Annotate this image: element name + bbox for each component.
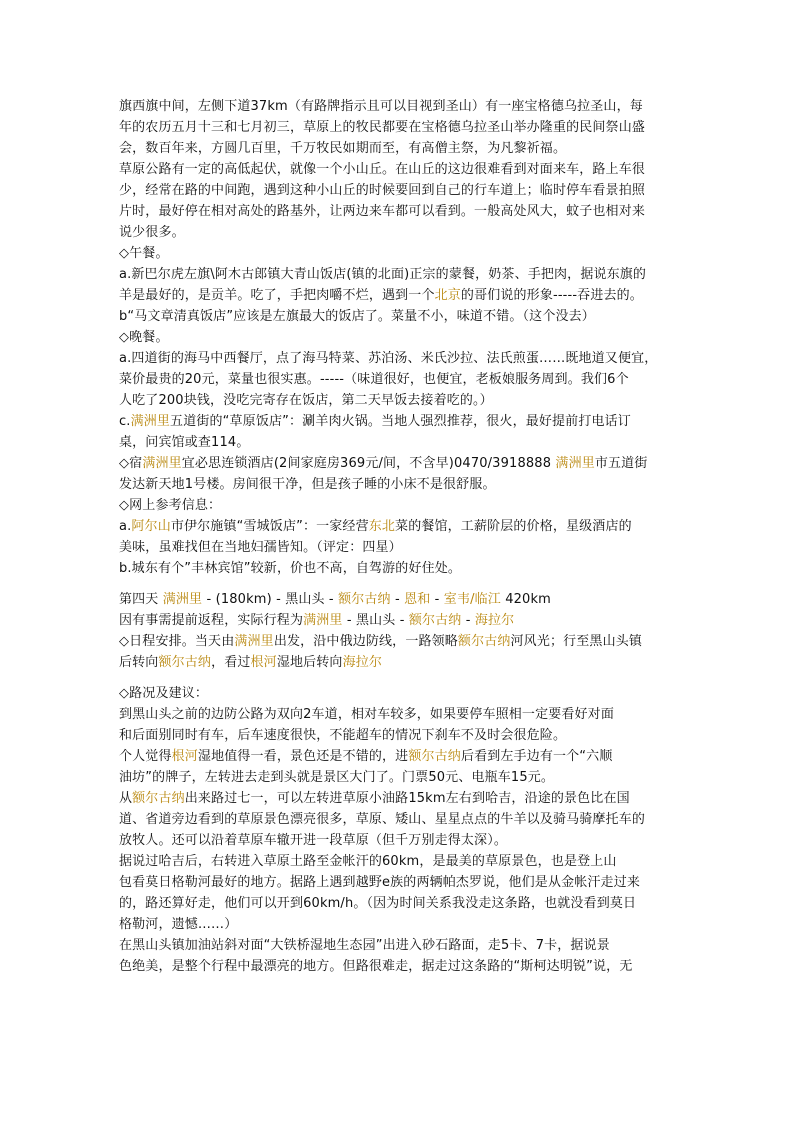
place-name-highlight: 阿尔山 <box>131 519 171 534</box>
text-line: 和后面别同时有车，后车速度很快，不能超车的情况下刹车不及时会很危险。 <box>119 728 567 743</box>
text-span: - <box>461 613 475 628</box>
text-span: 出发，沿中俄边防线，一路领略 <box>273 634 458 649</box>
text-span: ◇宿 <box>119 456 143 471</box>
text-line: 道、省道旁边看到的草原景色漂亮很多，草原、矮山、星星点点的牛羊以及骑马骑摩托车的 <box>119 812 646 827</box>
text-span: 市伊尔施镇“雪城饭店”：一家经营 <box>170 519 369 534</box>
text-span: 的哥们说的形象-----吞进去的。 <box>460 288 643 303</box>
place-name-highlight: 室韦/临江 <box>443 592 501 607</box>
text-line: a.新巴尔虎左旗\阿木古郎镇大青山饭店(镇的北面)正宗的蒙餐，奶茶、手把肉，据说东旗的 <box>119 267 647 282</box>
text-span: 因有事需提前返程，实际行程为 <box>119 613 304 628</box>
place-name-highlight: 海拉尔 <box>342 655 383 670</box>
place-name-highlight: 海拉尔 <box>474 613 515 628</box>
text-line: 据说过哈吉后，右转进入草原土路至金帐汗的60km，是最美的草原景色，也是登上山 <box>119 854 617 869</box>
text-line <box>119 411 679 432</box>
text-line <box>119 788 679 809</box>
place-name-highlight: 额尔古纳 <box>158 655 212 670</box>
text-span: 河风光；行至黑山头镇 <box>510 634 643 649</box>
text-line: 格勒河，遗憾……） <box>119 917 238 932</box>
text-line: 少，经常在路的中间跑，遇到这种小山丘的时候要回到自己的行车道上；临时停车看景拍照 <box>119 183 646 198</box>
place-name-highlight: 根河 <box>171 749 198 764</box>
text-span: 湿地后转向 <box>276 655 343 670</box>
text-line <box>119 516 679 537</box>
place-name-highlight: 额尔古纳 <box>132 791 185 806</box>
place-name-highlight: 满洲里 <box>130 414 171 429</box>
text-line: 年的农历五月十三和七月初三，草原上的牧民都要在宝格德乌拉圣山举办隆重的民间祭山盛 <box>119 120 646 135</box>
text-line: 油坊”的牌子，左转进去走到头就是景区大门了。门票50元、电瓶车15元。 <box>119 770 555 785</box>
place-name-highlight: 满洲里 <box>555 456 595 471</box>
text-span: 宜必思连锁酒店(2间家庭房369元/间，不含早)0470/3918888 <box>181 456 556 471</box>
text-span: 后看到左手边有一个“六顺 <box>460 749 613 764</box>
text-line: ◇网上参考信息： <box>119 498 222 513</box>
text-span: 菜的餐馆，工薪阶层的价格，星级酒店的 <box>395 519 632 534</box>
place-name-highlight: 根河 <box>250 655 277 670</box>
text-span: a. <box>119 519 132 534</box>
text-span: 第四天 <box>119 592 163 607</box>
text-span: - (180km) - 黑山头 - <box>202 592 339 607</box>
text-line: 发达新天地1号楼。房间很干净，但是孩子睡的小床不是很舒服。 <box>119 477 496 492</box>
text-line: 的，路还算好走，他们可以开到60km/h。（因为时间关系我没走这条路，也就没看到莫日 <box>119 896 637 911</box>
text-line <box>119 746 679 767</box>
text-span: c. <box>119 414 131 429</box>
text-line: 草原公路有一定的高低起伏，就像一个小山丘。在山丘的这边很难看到对面来车，路上车很 <box>119 162 646 177</box>
text-line: 桌，问宾馆或查114。 <box>119 435 250 450</box>
text-span: ◇日程安排。当天由 <box>119 634 235 649</box>
text-span: 湿地值得一看，景色还是不错的，进 <box>197 749 409 764</box>
text-line: b“马文章清真饭店”应该是左旗最大的饭店了。菜量不小，味道不错。（这个没去） <box>119 309 595 324</box>
text-span: ，看过 <box>211 655 251 670</box>
document-body <box>119 96 679 977</box>
text-span: 420km <box>500 592 551 607</box>
text-line: 会，数百年来，方圆几百里，千万牧民如期而至，有高僧主祭，为凡黎祈福。 <box>119 141 567 156</box>
text-line: 到黑山头之前的边防公路为双向2车道，相对车较多，如果要停车照相一定要看好对面 <box>119 707 614 722</box>
place-name-highlight: 东北 <box>368 519 396 534</box>
text-line: 人吃了200块钱，没吃完寄存在饭店，第二天早饭去接着吃的。） <box>119 393 493 408</box>
text-line <box>119 453 679 474</box>
text-line: 菜价最贵的20元，菜量也很实惠。-----（味道很好，也便宜，老板娘服务周到。我们6个 <box>119 372 629 387</box>
text-line: ◇午餐。 <box>119 246 169 261</box>
text-line: ◇晚餐。 <box>119 330 169 345</box>
text-line: b.城东有个”丰林宾馆”较新，价也不高，自驾游的好住处。 <box>119 561 462 576</box>
text-line: 在黑山头镇加油站斜对面“大铁桥湿地生态园”出进入砂石路面，走5卡、7卡，据说景 <box>119 938 610 953</box>
paragraph-gap <box>119 579 679 589</box>
text-line: 包看莫日格勒河最好的地方。据路上遇到越野e族的两辆帕杰罗说，他们是从金帐汗走过来 <box>119 875 640 890</box>
place-name-highlight: 额尔古纳 <box>408 749 461 764</box>
text-span: 五道街的“草原饭店”：涮羊肉火锅。当地人强烈推荐，很火，最好提前打电话订 <box>170 414 631 429</box>
place-name-highlight: 满洲里 <box>303 613 343 628</box>
text-span: - <box>390 592 405 607</box>
place-name-highlight: 额尔古纳 <box>338 592 391 607</box>
text-span: 个人觉得 <box>119 749 172 764</box>
place-name-highlight: 额尔古纳 <box>457 634 511 649</box>
text-span: 出来路过七一，可以左转进草原小油路15km左右到哈吉，沿途的景色比在国 <box>184 791 630 806</box>
place-name-highlight: 恩和 <box>404 592 431 607</box>
text-line <box>119 589 679 610</box>
text-span: - <box>430 592 444 607</box>
text-span: - 黑山头 - <box>342 613 409 628</box>
text-line: a.四道街的海马中西餐厅，点了海马特菜、苏泊汤、米氏沙拉、法氏煎蛋……既地道又便宜， <box>119 351 658 366</box>
paragraph-gap <box>119 673 679 683</box>
text-line: 片时，最好停在相对高处的路基外，让两边来车都可以看到。一般高处风大，蚊子也相对来 <box>119 204 646 219</box>
text-line: 色绝美，是整个行程中最漂亮的地方。但路很难走，据走过这条路的“斯柯达明锐”说，无 <box>119 959 633 974</box>
text-line <box>119 610 679 631</box>
text-span: 羊是最好的，是贡羊。吃了，手把肉嚼不烂，遇到一个 <box>119 288 435 303</box>
text-line: 美味，虽难找但在当地妇孺皆知。（评定：四星） <box>119 540 402 555</box>
text-span: 市五道街 <box>594 456 648 471</box>
text-line <box>119 285 679 306</box>
text-line: 说少很多。 <box>119 225 185 240</box>
place-name-highlight: 北京 <box>434 288 461 303</box>
text-line: ◇路况及建议： <box>119 686 209 701</box>
text-line: 放牧人。还可以沿着草原车辙开进一段草原（但千万别走得太深）。 <box>119 833 508 848</box>
text-line <box>119 652 679 673</box>
place-name-highlight: 额尔古纳 <box>408 613 462 628</box>
place-name-highlight: 满洲里 <box>142 456 182 471</box>
text-span: 从 <box>119 791 133 806</box>
place-name-highlight: 满洲里 <box>162 592 203 607</box>
text-line: 旗西旗中间，左侧下道37km（有路牌指示且可以目视到圣山）有一座宝格德乌拉圣山，每 <box>119 99 643 114</box>
text-line <box>119 631 679 652</box>
place-name-highlight: 满洲里 <box>234 634 274 649</box>
text-span: 后转向 <box>119 655 159 670</box>
